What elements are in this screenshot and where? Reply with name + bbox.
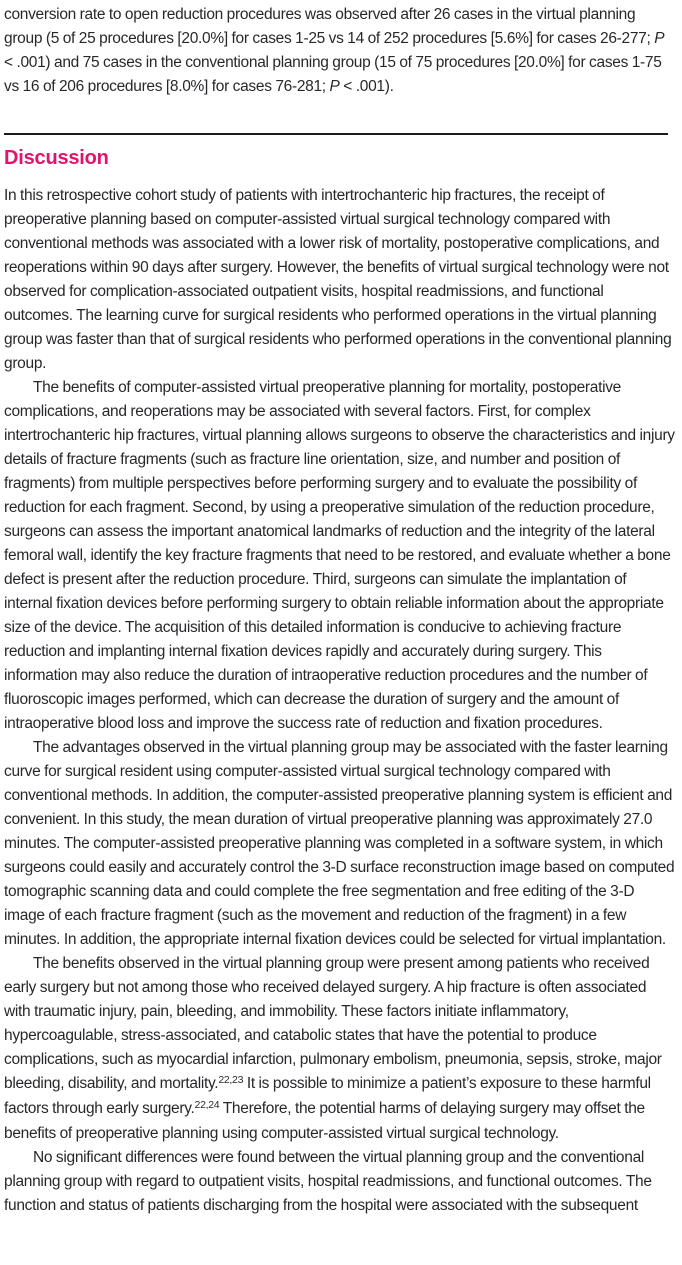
text-run: The benefits observed in the virtual planning group were present among patients who received early surgery but not among those who received delayed surgery. A hip fracture is often associated with traumatic injury, pain, bleeding, and immobility. These factors initiate inflammatory, hypercoagulable, stress-associated, and catabolic states that have the potential to produce complications, such as myocardial infarction, pulmonary embolism, pneumonia, sepsis, stroke, major bleeding, disability, and mortality. (4, 955, 662, 1092)
text-run: In this retrospective cohort study of patients with intertrochanteric hip fractures, the receipt of preoperative planning based on computer-assisted virtual surgical technology compared with conventional methods was associated with a lower risk of mortality, postoperative complications, and reoperations within 90 days after surgery. However, the benefits of virtual surgical technology were not observed for complication-associated outpatient visits, hospital readmissions, and functional outcomes. The learning curve for surgical residents who performed operations in the virtual planning group was faster than that of surgical residents who performed operations in the conventional planning group. (4, 187, 672, 372)
text-run: No significant differences were found between the virtual planning group and the conventional planning group with regard to outpatient visits, hospital readmissions, and functional outcomes. The function and status of patients discharging from the hospital were associated with the subsequent (4, 1149, 652, 1214)
paragraph (4, 376, 676, 736)
superscript-citation: 22,23 (218, 1073, 244, 1086)
text-run: Therefore, the potential harms of delaying surgery may offset the benefits of preoperative planning using computer-assisted virtual surgical technology. (4, 1100, 645, 1142)
paragraph (4, 184, 676, 376)
text-run: < .001). (339, 78, 394, 95)
section-heading: Discussion (4, 147, 109, 169)
paragraph (4, 736, 676, 952)
italic-p-value: P (654, 30, 665, 47)
discussion-paragraphs (4, 184, 676, 1218)
paragraph (4, 1146, 676, 1218)
superscript-citation: 22,24 (194, 1098, 220, 1111)
text-run: The advantages observed in the virtual planning group may be associated with the faster learning curve for surgical resident using computer-assisted virtual surgical technology compared with conventional methods. In addition, the computer-assisted preoperative planning system is efficient and convenient. In this study, the mean duration of virtual preoperative planning was approximately 27.0 minutes. The computer-assisted preoperative planning was completed in a software system, in which surgeons could easily and accurately control the 3-D surface reconstruction image based on computed tomographic scanning data and could complete the free segmentation and free editing of the 3-D image of each fracture fragment (such as the movement and reduction of the fragment) in a few minutes. In addition, the appropriate internal fixation devices could be selected for virtual implantation. (4, 739, 675, 948)
paragraph (4, 952, 676, 1146)
text-run: conversion rate to open reduction procedures was observed after 26 cases in the virtual planning group (5 of 25 procedures [20.0%] for cases 1-25 vs 14 of 252 procedures [5.6%] for cases 26-277; (4, 6, 655, 47)
text-run: It is possible to minimize a patient’s exposure to these harmful factors through early surgery. (4, 1075, 651, 1117)
section-divider (4, 133, 668, 135)
italic-p-value: P (329, 78, 340, 95)
text-run: The benefits of computer-assisted virtual preoperative planning for mortality, postoperative complications, and reoperations may be associated with several factors. First, for complex intertrochanteric hip fractures, virtual planning allows surgeons to observe the characteristics and injury details of fracture fragments (such as fracture line orientation, size, and number and position of fragments) from multiple perspectives before performing surgery and to evaluate the possibility of reduction for each fragment. Second, by using a preoperative simulation of the reduction procedure, surgeons can assess the important anatomical landmarks of reduction and the integrity of the lateral femoral wall, identify the key fracture fragments that need to be restored, and evaluate whether a bone defect is present after the reduction procedure. Third, surgeons can simulate the implantation of internal fixation devices before performing surgery to obtain reliable information about the appropriate size of the device. The acquisition of this detailed information is conducive to achieving fracture reduction and implanting internal fixation devices rapidly and accurately during surgery. This information may also reduce the duration of intraoperative reduction procedures and the number of fluoroscopic images performed, which can decrease the duration of surgery and the amount of intraoperative blood loss and improve the success rate of reduction and fixation procedures. (4, 379, 675, 732)
continuation-paragraph (4, 3, 676, 99)
text-run: < .001) and 75 cases in the conventional planning group (15 of 75 procedures [20.0%] for cases 1-75 vs 16 of 206 procedures [8.0%] for cases 76-281; (4, 54, 662, 95)
